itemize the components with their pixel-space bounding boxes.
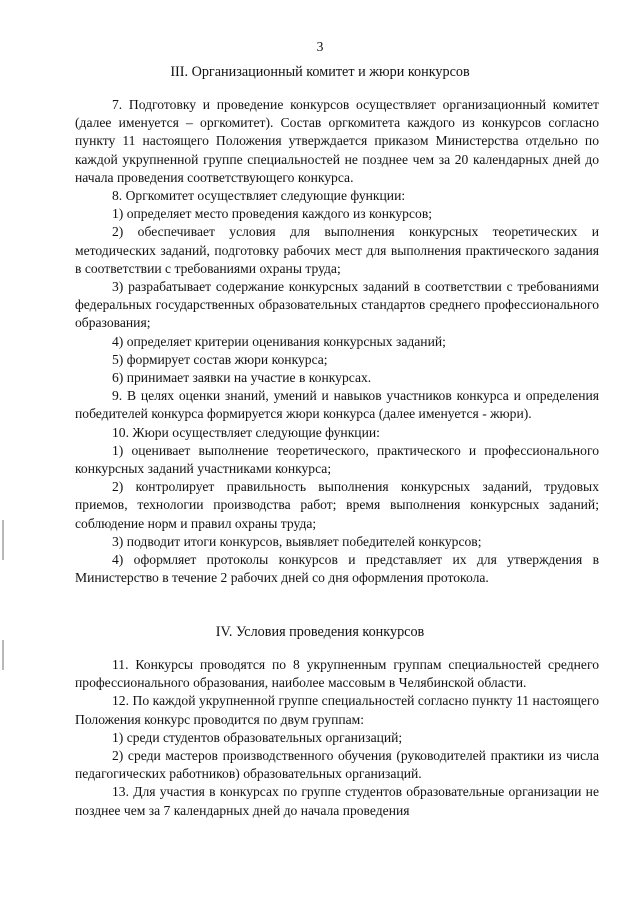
paragraph: 7. Подготовку и проведение конкурсов осуществляет организационный комитет (далее именуется – оргкомитет). Состав оргкомитета каждого из конкурсов согласно пункту 11 настоящего Положения утверждается приказом Министерства отдельно по каждой укрупненной группе специальностей не позднее чем за 20 календарных дней до начала проведения соответствующего конкурса.	[75, 97, 599, 185]
page-number: 3	[316, 39, 324, 54]
list-item: 2) среди мастеров производственного обучения (руководителей практики из числа педагогических работников) образовательных организаций.	[75, 748, 599, 782]
paragraph: 11. Конкурсы проводятся по 8 укрупненным группам специальностей среднего профессионального образования, наиболее массовым в Челябинской области.	[75, 657, 599, 691]
scan-edge-mark	[2, 520, 4, 560]
list-item: 4) оформляет протоколы конкурсов и представляет их для утверждения в Министерство в течение 2 рабочих дней со дня оформления протокола.	[75, 552, 599, 586]
paragraph: 9. В целях оценки знаний, умений и навыков участников конкурса и определения победителей конкурса формируется жюри конкурса (далее именуется - жюри).	[75, 388, 599, 422]
scan-edge-mark	[2, 640, 4, 670]
list-item: 1) оценивает выполнение теоретического, практического и профессионального конкурсных заданий участниками конкурса;	[75, 442, 599, 477]
paragraph: 10. Жюри осуществляет следующие функции:	[112, 424, 380, 440]
list-item: 3) разрабатывает содержание конкурсных заданий в соответствии с требованиями федеральных государственных образовательных стандартов среднего профессионального образования;	[75, 279, 599, 331]
list-item: 2) контролирует правильность выполнения конкурсных заданий, трудовых приемов, технологии производства работ; время выполнения конкурсных заданий; соблюдение норм и правил охраны труда;	[75, 479, 599, 531]
list-item: 1) определяет место проведения каждого из конкурсов;	[112, 206, 433, 222]
list-item: 6) принимает заявки на участие в конкурсах.	[112, 370, 372, 386]
list-item: 3) подводит итоги конкурсов, выявляет победителей конкурсов;	[112, 533, 482, 549]
section-body-iv	[75, 656, 599, 820]
section-heading-iii: III. Организационный комитет и жюри конкурсов	[170, 64, 470, 80]
section-body-iii	[75, 96, 599, 587]
paragraph: 8. Оргкомитет осуществляет следующие функции:	[112, 188, 406, 204]
list-item: 1) среди студентов образовательных организаций;	[112, 729, 403, 745]
list-item: 2) обеспечивает условия для выполнения конкурсных теоретических и методических заданий, подготовку рабочих мест для выполнения практического задания в соответствии с требованиями охраны труда;	[75, 224, 599, 276]
section-heading-iv: IV. Условия проведения конкурсов	[215, 624, 425, 640]
paragraph: 12. По каждой укрупненной группе специальностей согласно пункту 11 настоящего Положения конкурс проводится по двум группам:	[75, 693, 599, 727]
paragraph: 13. Для участия в конкурсах по группе студентов образовательные организации не позднее чем за 7 календарных дней до начала проведения	[75, 784, 599, 818]
list-item: 4) определяет критерии оценивания конкурсных заданий;	[112, 333, 446, 349]
list-item: 5) формирует состав жюри конкурса;	[112, 351, 328, 367]
